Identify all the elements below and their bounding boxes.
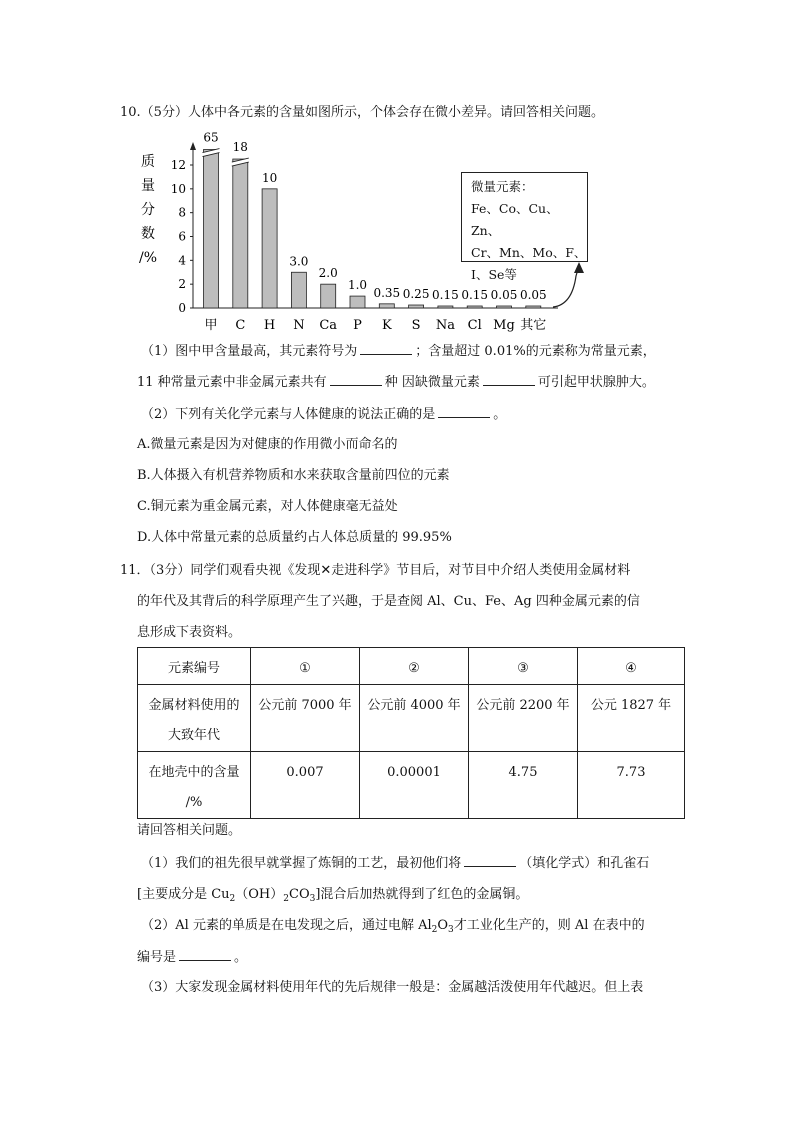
category-label-N: N [293,318,305,333]
value-label-Ca: 2.0 [318,266,338,281]
y-axis-label-char: /% [138,250,158,266]
option-d: D.人体中常量元素的总质量约占人体总质量的 99.95% [137,530,452,545]
trace-elements-annotation [461,172,588,282]
q11-s2-line1: （2）Al 元素的单质是在电发现之后，通过电解 $Al_2O_3$才工业化生产的，则 Al 在表中的 [141,918,645,935]
y-tick-label: 6 [178,229,186,244]
value-label-P: 1.0 [347,278,368,293]
option-a: A.微量元素是因为对健康的作用微小而命名的 [137,437,398,452]
table-cell: 4.75 [469,752,578,819]
answer-blank-3[interactable] [483,373,535,386]
annotation-line-1: Fe、Co、Cu、Zn、 [471,201,559,238]
y-tick-label: 4 [178,253,186,268]
category-label-Cl: Cl [467,318,482,333]
q11-s1-line1: （1）我们的祖先很早就掌握了炼铜的工艺，最初他们将 （填化学式）和孔雀石 [141,856,650,871]
value-label-其它: 0.05 [519,288,547,302]
value-label-C: 18 [232,140,248,155]
row-label: 金属材料使用的 大致年代 [138,685,251,752]
q11-s1-line2: [主要成分是 $Cu_2(OH)_2CO_3$]混合后加热就得到了红色的金属铜。 [137,887,529,904]
q11-after-table: 请回答相关问题。 [137,823,242,838]
y-tick-label: 12 [170,158,186,172]
y-axis-label-char: 质 [141,154,155,170]
value-label-甲: 65 [203,130,219,145]
q10-sub1-line1: （1）图中甲含量最高，其元素符号为 ；含量超过 0.01%的元素称为常量元素， [141,344,656,359]
y-tick-label: 2 [178,277,186,292]
annotation-line-3: I、Se等 [471,267,517,282]
answer-blank-5[interactable] [464,854,516,867]
value-label-S: 0.25 [402,287,430,302]
category-label-甲: 甲 [204,318,218,333]
category-label-P: P [353,318,362,333]
q11-line1: 11．（3分）同学们观看央视《发现✕走进科学》节目后，对节目中介绍人类使用金属材料 [120,563,631,578]
value-label-H: 10 [261,170,278,185]
value-label-K: 0.35 [373,285,401,300]
y-axis-label-char: 量 [141,178,155,194]
table-header-row [138,648,685,685]
answer-blank-4[interactable] [438,405,490,418]
table-cell: 公元前 2200 年 [469,685,578,752]
option-b: B.人体摄入有机营养物质和水来获取含量前四位的元素 [137,468,450,483]
table-row [138,685,685,752]
y-axis-label-char: 分 [141,202,155,218]
annotation-line-2: Cr、Mn、Mo、F、 [471,245,587,260]
q11-s3: （3）大家发现金属材料使用年代的先后规律一般是：金属越活泼使用年代越迟。但上表 [141,980,644,995]
value-label-Cl: 0.15 [461,288,489,302]
option-c: C.铜元素为重金属元素，对人体健康毫无益处 [137,499,398,514]
y-axis-label-char: 数 [141,226,155,242]
row-label: 在地壳中的含量 /% [138,752,251,819]
table-cell: 公元前 7000 年 [251,685,360,752]
value-label-N: 3.0 [289,254,309,269]
category-label-Ca: Ca [319,318,338,333]
answer-blank-2[interactable] [330,373,382,386]
category-label-H: H [263,318,276,333]
table-cell: 公元前 4000 年 [360,685,469,752]
q10-sub2: （2）下列有关化学元素与人体健康的说法正确的是 。 [141,407,507,422]
answer-blank-6[interactable] [179,948,231,961]
q11-s2-line2: 编号是 。 [137,950,248,965]
value-label-Na: 0.15 [432,288,459,302]
y-tick-label: 10 [170,181,186,196]
header-cell: ① [251,648,360,685]
category-label-Na: Na [435,318,455,333]
q10-header: 10.（5分）人体中各元素的含量如图所示，个体会存在微小差异。请回答相关问题。 [120,105,604,120]
answer-blank-1[interactable] [360,342,412,355]
y-tick-label: 8 [178,205,186,220]
q10-sub1-line2: 11 种常量元素中非金属元素共有 种 因缺微量元素 可引起甲状腺肿大。 [137,375,655,390]
q11-line2: 的年代及其背后的科学原理产生了兴趣，于是查阅 Al、Cu、Fe、Ag 四种金属元素的信 [137,594,640,609]
metal-info-table [137,647,685,819]
header-cell: ③ [469,648,578,685]
category-label-K: K [381,318,392,333]
table-row [138,752,685,819]
category-label-Mg: Mg [493,318,515,333]
table-cell: 公元 1827 年 [578,685,685,752]
header-cell: ② [360,648,469,685]
category-label-其它: 其它 [520,318,547,333]
value-label-Mg: 0.05 [490,288,518,302]
category-label-C: C [235,318,246,333]
header-cell: 元素编号 [138,648,251,685]
annotation-arrow [0,0,794,400]
category-label-S: S [411,318,421,333]
table-cell: 0.007 [251,752,360,819]
table-cell: 7.73 [578,752,685,819]
y-tick-label: 0 [178,301,186,315]
table-cell: 0.00001 [360,752,469,819]
q11-line3: 息形成下表资料。 [137,625,242,640]
annotation-title: 微量元素： [471,179,534,194]
header-cell: ④ [578,648,685,685]
